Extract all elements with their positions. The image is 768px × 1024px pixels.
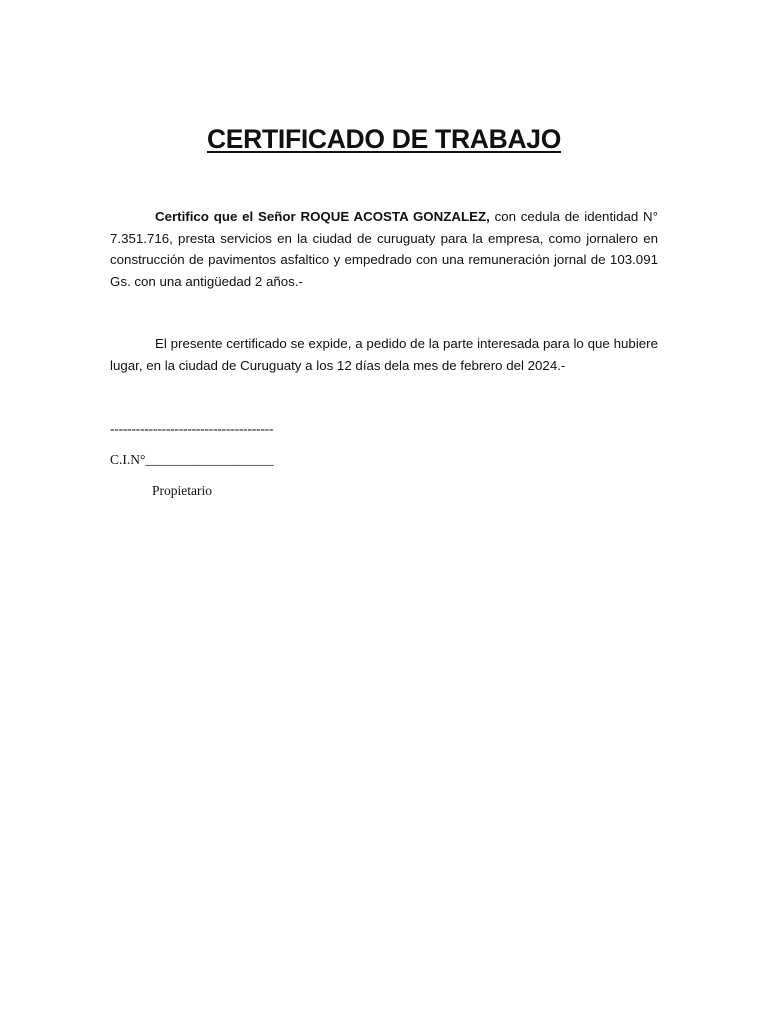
certification-lead: Certifico que el Señor [155, 209, 296, 224]
certification-body: con cedula de identidad N° 7.351.716, presta servicios en la ciudad de curuguaty para la empresa, como jornalero en construcción de pavimentos asfaltico y empedrado con una remuneración jornal de 103.091 Gs. con una antigüedad 2 años.- [110, 209, 658, 289]
employee-name: ROQUE ACOSTA GONZALEZ, [300, 209, 490, 224]
certification-paragraph [110, 206, 658, 292]
signer-role: Propietario [152, 483, 212, 498]
cin-field: C.I.N°___________________ [110, 452, 274, 467]
issuance-paragraph: El presente certificado se expide, a pedido de la parte interesada para lo que hubiere lugar, en la ciudad de Curuguaty a los 12 días dela mes de febrero del 2024.- [110, 336, 658, 373]
signature-line: -------------------------------------- [110, 421, 274, 436]
document-title: CERTIFICADO DE TRABAJO [206, 124, 562, 154]
